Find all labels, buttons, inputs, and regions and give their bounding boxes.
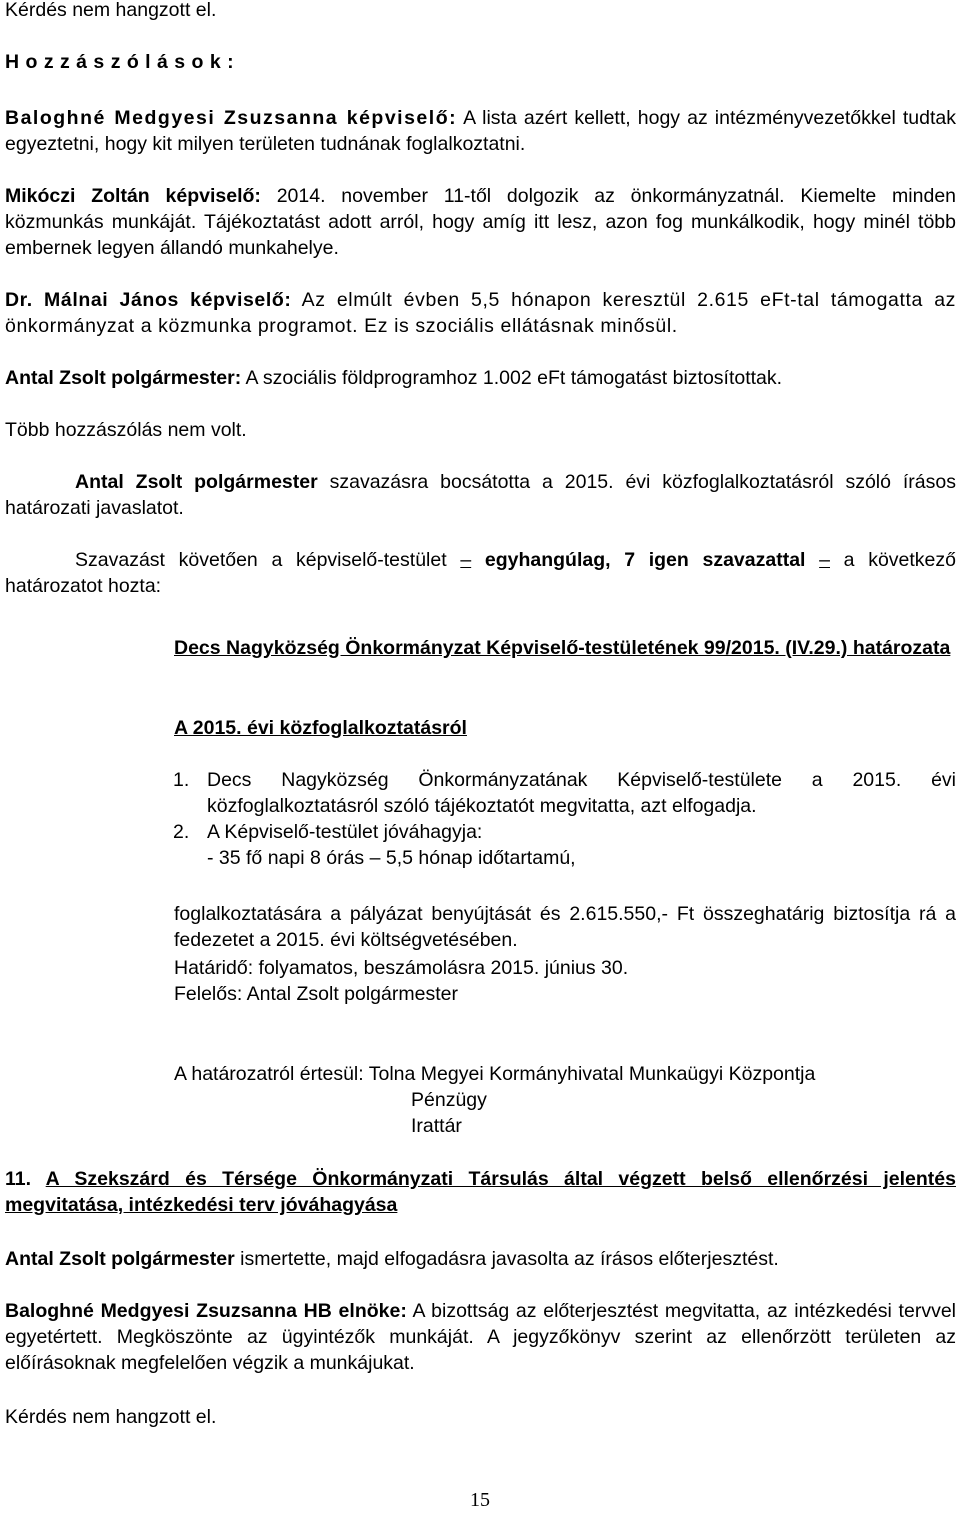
speaker-name: Antal Zsolt polgármester	[5, 1248, 235, 1270]
comment-text: Az elmúlt évben 5,5 hónapon keresztül 2.615 eFt-tal támogatta az önkormányzat a közmunka programot. Ez is szociális ellátásnak minősül.	[5, 289, 956, 337]
responsible: Felelős: Antal Zsolt polgármester	[174, 983, 458, 1005]
comment-balogh	[5, 105, 956, 157]
speaker-name: Dr. Málnai János képviselő:	[5, 289, 292, 311]
no-question-text: Kérdés nem hangzott el.	[5, 0, 217, 21]
section-11-heading	[5, 1166, 956, 1218]
comment-text: 2014. november 11-től dolgozik az önkormányzatnál. Kiemelte minden közmunkás munkáját. Tájékoztatást adott arról, hogy amíg itt lesz, azon fog munkálkodik, hogy minél több embernek legyen állandó munkahelye.	[5, 185, 957, 259]
comment-text: A lista azért kellett, hogy az intézményvezetőkkel tudtak egyeztetni, hogy kit milyen területen tudnának foglalkoztatni.	[5, 107, 957, 155]
vote-result: Szavazást követően a képviselő-testület – egyhangúlag, 7 igen szavazattal – a következő határozatot hozta:	[5, 549, 956, 597]
notify-recipient: Pénzügy	[411, 1089, 487, 1111]
notify-label: A határozatról értesül:	[174, 1063, 364, 1085]
no-question-text-2: Kérdés nem hangzott el.	[5, 1406, 217, 1428]
speaker-name: Baloghné Medgyesi Zsuzsanna képviselő:	[5, 107, 458, 129]
notify-line	[174, 1061, 956, 1087]
vote-call	[5, 469, 956, 521]
comment-mikoczi	[5, 183, 956, 261]
notify-recipient: Tolna Megyei Kormányhivatal Munkaügyi Központja	[363, 1063, 816, 1085]
speaker-name: Baloghné Medgyesi Zsuzsanna HB elnöke:	[5, 1300, 407, 1322]
resolution-item-2	[174, 819, 956, 845]
comments-heading: H o z z á s z ó l á s o k :	[5, 51, 235, 73]
vote-call-text: szavazásra bocsátotta a 2015. évi közfoglalkoztatásról szóló írásos határozati javaslatot.	[5, 471, 956, 519]
comment-text: A bizottság az előterjesztést megvitatta, az intézkedési tervvel egyetértett. Megköszönte az ügyintézők munkáját. A jegyzőkönyv szerint az ellenőrzött területen az előírásoknak megfelelően végzik a munkájukat.	[5, 1300, 956, 1374]
resolution-title: Decs Nagyközség Önkormányzat Képviselő-testületének 99/2015. (IV.29.) határozata	[174, 637, 951, 659]
item-text: A Képviselő-testület jóváhagyja:	[207, 821, 483, 843]
comment-text: ismertette, majd elfogadásra javasolta az írásos előterjesztést.	[234, 1248, 779, 1270]
section-number: 11.	[5, 1168, 32, 1190]
comment-antal-2	[5, 1246, 956, 1272]
deadline: Határidő: folyamatos, beszámolásra 2015. június 30.	[174, 957, 629, 979]
item-text: Decs Nagyközség Önkormányzatának Képviselő-testülete a 2015. évi közfoglalkoztatásról szóló tájékoztatót megvitatta, azt elfogadja.	[207, 769, 956, 817]
section-title: A Szekszárd és Térsége Önkormányzati Társulás által végzett belső ellenőrzési jelentés megvitatása, intézkedési terv jóváhagyása	[5, 1168, 956, 1216]
speaker-name: Antal Zsolt polgármester	[75, 471, 318, 493]
comment-antal	[5, 365, 956, 391]
speaker-name: Mikóczi Zoltán képviselő:	[5, 185, 261, 207]
comment-text: A szociális földprogramhoz 1.002 eFt támogatást biztosítottak.	[241, 367, 783, 389]
item-number: 1.	[173, 769, 190, 791]
comment-malnai	[5, 287, 956, 339]
resolution-item-1	[174, 767, 956, 819]
resolution-subtitle: A 2015. évi közfoglalkoztatásról	[174, 717, 467, 739]
comment-balogh-2	[5, 1298, 956, 1376]
notify-recipient: Irattár	[411, 1115, 462, 1137]
item-number: 2.	[173, 821, 190, 843]
page-number: 15	[470, 1489, 490, 1511]
no-more-comments: Több hozzászólás nem volt.	[5, 419, 247, 441]
funding-text: foglalkoztatására a pályázat benyújtását és 2.615.550,- Ft összeghatárig biztosítja rá a fedezetet a 2015. évi költségvetésében.	[174, 903, 956, 951]
speaker-name: Antal Zsolt polgármester:	[5, 367, 242, 389]
subitem: - 35 fő napi 8 órás – 5,5 hónap időtartamú,	[207, 847, 576, 869]
